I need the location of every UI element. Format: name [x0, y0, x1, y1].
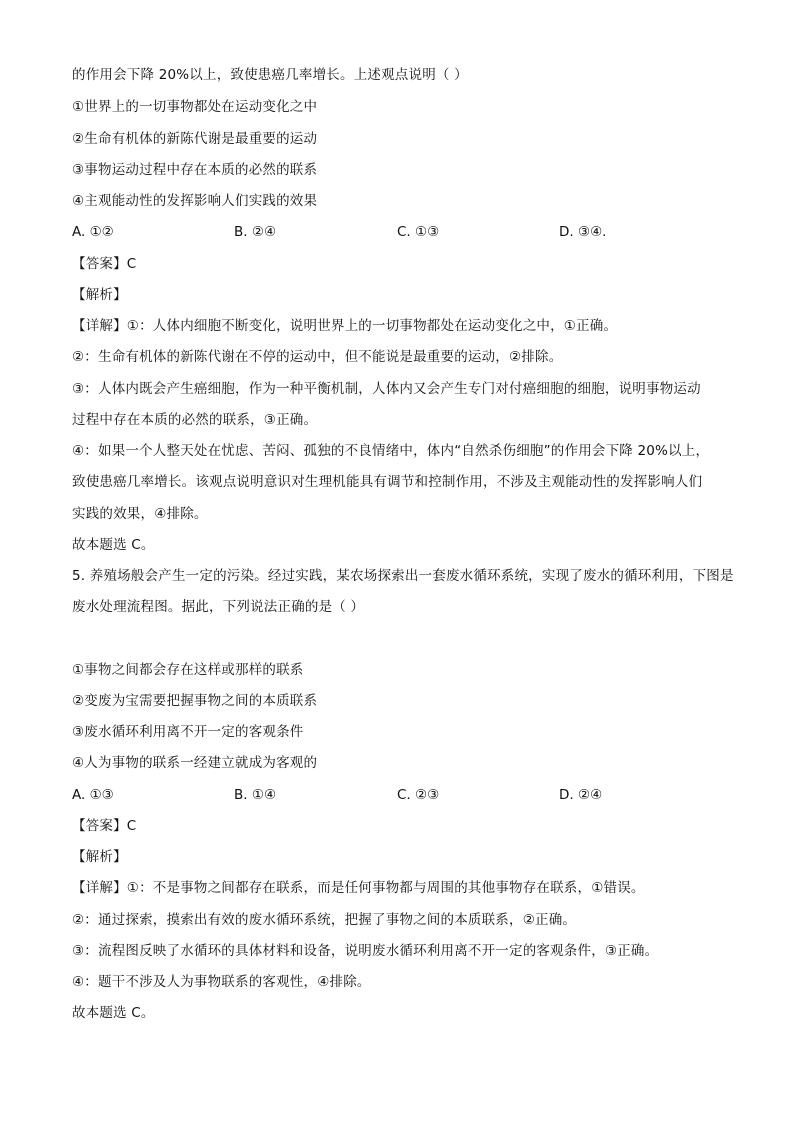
q4-option-c: C. ①③: [397, 224, 440, 240]
q5-stem-2: 废水处理流程图。据此，下列说法正确的是（ ）: [72, 599, 365, 615]
q4-detail-3: ③：人体内既会产生癌细胞，作为一种平衡机制，人体内又会产生专门对付癌细胞的细胞，说明事物运动: [72, 381, 701, 397]
q4-analysis-label: 【解析】: [72, 287, 127, 303]
q4-statement-3: ③事物运动过程中存在本质的必然的联系: [72, 162, 318, 178]
q4-option-a: A. ①②: [72, 224, 114, 240]
q4-stem-tail: 的作用会下降 20%以上，致使患癌几率增长。上述观点说明（ ）: [72, 67, 468, 83]
q4-detail-5: ④：如果一个人整天处在忧虑、苦闷、孤独的不良情绪中，体内“自然杀伤细胞”的作用会下降 20%以上，: [72, 443, 710, 459]
q4-answer: 【答案】C: [72, 256, 137, 272]
q4-conclusion: 故本题选 C。: [72, 537, 155, 553]
q4-detail-1: 【详解】①：人体内细胞不断变化，说明世界上的一切事物都处在运动变化之中，①正确。: [72, 318, 618, 334]
q5-analysis-label: 【解析】: [72, 849, 127, 865]
q4-options: [72, 223, 732, 241]
q5-statement-1: ①事物之间都会存在这样或那样的联系: [72, 662, 304, 678]
q4-detail-6: 致使患癌几率增长。该观点说明意识对生理机能具有调节和控制作用，不涉及主观能动性的发挥影响人们: [72, 474, 703, 490]
q4-detail-4: 过程中存在本质的必然的联系，③正确。: [72, 412, 318, 428]
q5-option-c: C. ②③: [397, 787, 440, 803]
q5-answer: 【答案】C: [72, 818, 137, 834]
q5-option-d: D. ②④: [559, 787, 603, 803]
q5-conclusion: 故本题选 C。: [72, 1005, 155, 1021]
q5-detail-1: 【详解】①：不是事物之间都存在联系，而是任何事物都与周围的其他事物存在联系，①错误。: [72, 880, 645, 896]
q5-stem-1: 5. 养殖场般会产生一定的污染。经过实践，某农场探索出一套废水循环系统，实现了废水的循环利用，下图是: [72, 568, 734, 584]
q5-detail-4: ④：题干不涉及人为事物联系的客观性，④排除。: [72, 974, 371, 990]
q5-options: [72, 786, 732, 804]
q5-statement-3: ③废水循环利用离不开一定的客观条件: [72, 724, 304, 740]
q5-option-b: B. ①④: [234, 787, 277, 803]
q5-option-a: A. ①③: [72, 787, 114, 803]
q4-statement-2: ②生命有机体的新陈代谢是最重要的运动: [72, 131, 318, 147]
q4-detail-7: 实践的效果，④排除。: [72, 506, 208, 522]
q4-option-d: D. ③④.: [559, 224, 607, 240]
q4-option-b: B. ②④: [234, 224, 277, 240]
q5-detail-2: ②：通过探索，摸索出有效的废水循环系统，把握了事物之间的本质联系，②正确。: [72, 912, 577, 928]
q5-statement-4: ④人为事物的联系一经建立就成为客观的: [72, 755, 318, 771]
q4-statement-1: ①世界上的一切事物都处在运动变化之中: [72, 99, 318, 115]
q5-detail-3: ③：流程图反映了水循环的具体材料和设备，说明废水循环利用离不开一定的客观条件，③正确。: [72, 943, 659, 959]
q4-statement-4: ④主观能动性的发挥影响人们实践的效果: [72, 193, 318, 209]
q5-statement-2: ②变废为宝需要把握事物之间的本质联系: [72, 693, 318, 709]
q4-detail-2: ②：生命有机体的新陈代谢在不停的运动中，但不能说是最重要的运动，②排除。: [72, 349, 563, 365]
